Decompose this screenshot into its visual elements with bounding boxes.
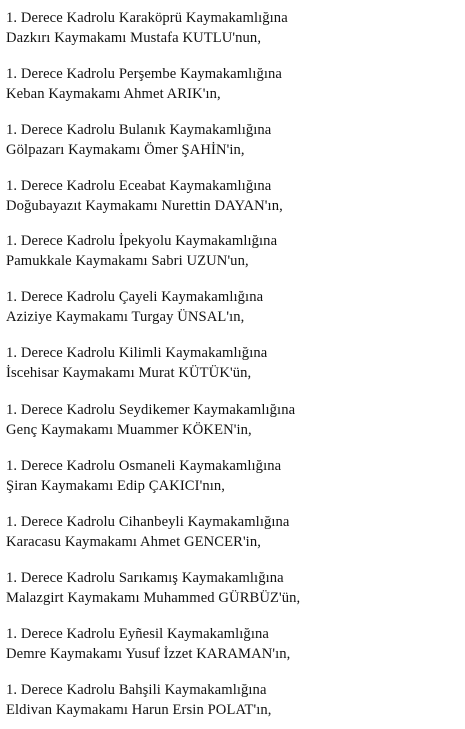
appointment-entry <box>6 231 461 271</box>
position-line: 1. Derece Kadrolu Osmaneli Kaymakamlığına <box>6 458 282 474</box>
appointee-line: Genç Kaymakamı Muammer KÖKEN'in, <box>6 422 252 438</box>
appointee-line: Gölpazarı Kaymakamı Ömer ŞAHİN'in, <box>6 142 245 158</box>
appointee-line: Demre Kaymakamı Yusuf İzzet KARAMAN'ın, <box>6 646 291 662</box>
appointee-line: Doğubayazıt Kaymakamı Nurettin DAYAN'ın, <box>6 198 283 214</box>
position-line: 1. Derece Kadrolu Seydikemer Kaymakamlığına <box>6 402 296 418</box>
appointment-entry <box>6 343 461 383</box>
position-line: 1. Derece Kadrolu İpekyolu Kaymakamlığına <box>6 233 278 249</box>
appointee-line: Şiran Kaymakamı Edip ÇAKICI'nın, <box>6 478 226 494</box>
appointee-line: Keban Kaymakamı Ahmet ARIK'ın, <box>6 86 221 102</box>
position-line: 1. Derece Kadrolu Eceabat Kaymakamlığına <box>6 178 272 194</box>
appointee-line: Eldivan Kaymakamı Harun Ersin POLAT'ın, <box>6 702 272 718</box>
appointee-line: Aziziye Kaymakamı Turgay ÜNSAL'ın, <box>6 309 245 325</box>
position-line: 1. Derece Kadrolu Eyñesil Kaymakamlığına <box>6 626 269 642</box>
position-line: 1. Derece Kadrolu Sarıkamış Kaymakamlığına <box>6 570 284 586</box>
appointment-entry <box>6 512 461 552</box>
appointee-line: Dazkırı Kaymakamı Mustafa KUTLU'nun, <box>6 30 262 46</box>
position-line: 1. Derece Kadrolu Çayeli Kaymakamlığına <box>6 289 264 305</box>
appointee-line: Malazgirt Kaymakamı Muhammed GÜRBÜZ'ün, <box>6 590 301 606</box>
position-line: 1. Derece Kadrolu Perşembe Kaymakamlığına <box>6 66 283 82</box>
appointment-entry <box>6 680 461 720</box>
position-line: 1. Derece Kadrolu Kilimli Kaymakamlığına <box>6 345 268 361</box>
appointment-entry <box>6 624 461 664</box>
position-line: 1. Derece Kadrolu Cihanbeyli Kaymakamlığına <box>6 514 290 530</box>
appointee-line: Karacasu Kaymakamı Ahmet GENCER'in, <box>6 534 261 550</box>
appointment-entry <box>6 287 461 327</box>
appointee-line: İscehisar Kaymakamı Murat KÜTÜK'ün, <box>6 365 252 381</box>
appointment-entry <box>6 400 461 440</box>
position-line: 1. Derece Kadrolu Bahşili Kaymakamlığına <box>6 682 267 698</box>
appointment-entry <box>6 176 461 216</box>
appointment-entry <box>6 120 461 160</box>
position-line: 1. Derece Kadrolu Karaköprü Kaymakamlığına <box>6 10 288 26</box>
position-line: 1. Derece Kadrolu Bulanık Kaymakamlığına <box>6 122 272 138</box>
appointment-entry <box>6 456 461 496</box>
appointee-line: Pamukkale Kaymakamı Sabri UZUN'un, <box>6 253 249 269</box>
appointment-entry <box>6 568 461 608</box>
appointment-entry <box>6 64 461 104</box>
appointment-entry <box>6 8 461 48</box>
